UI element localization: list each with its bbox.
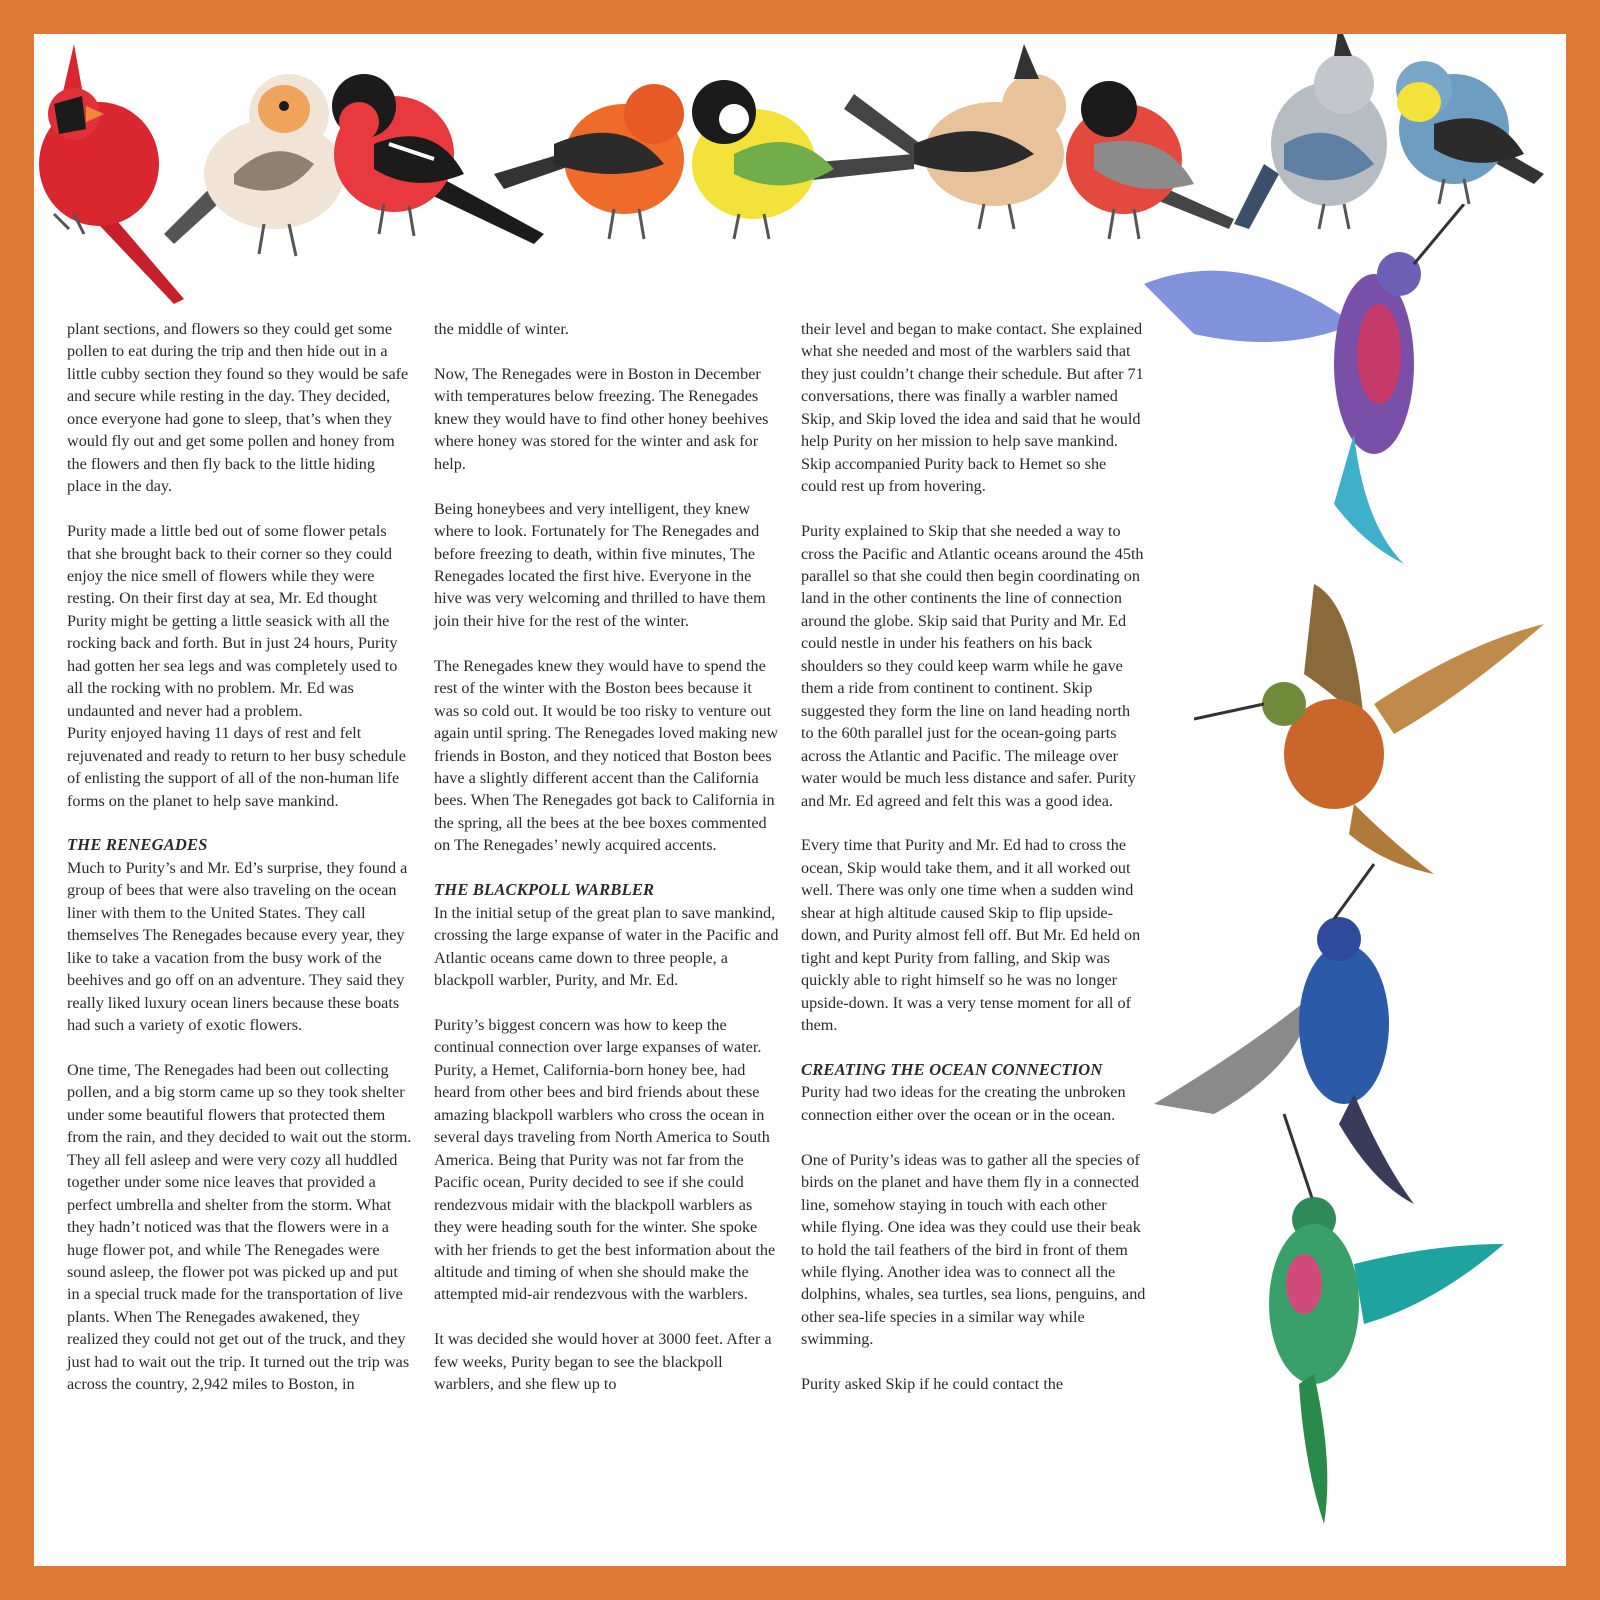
paragraph: Much to Purity’s and Mr. Ed’s surprise, they found a group of bees that were also traveling on the ocean liner with them to the United States. They call themselves The Renegades because every year, they like to take a vacation from the busy work of the beehives and go off on an adventure. They said they really liked luxury ocean liners because these boats had such a variety of exotic flowers. xyxy=(67,858,408,1035)
text-column-3 xyxy=(801,318,1146,1418)
section-heading-renegades: THE RENEGADES xyxy=(67,835,208,855)
bullfinch-illustration xyxy=(332,74,544,244)
cardinal-illustration xyxy=(39,44,184,304)
paragraph: Purity asked Skip if he could contact the xyxy=(801,1375,1064,1394)
great-tit-illustration xyxy=(692,80,914,239)
paragraph: Purity’s biggest concern was how to keep the continual connection over large expanses of water. Purity, a Hemet, California-born honey bee, had heard from other bees and bird friends about these amazing blackpoll warblers who cross the ocean in several days traveling from North America to South America. Being that Purity was not far from the Pacific ocean, Purity decided to see if she could rendezvous midair with the blackpoll warblers as they were heading south for the winter. She spoke with her friends to get the best information about the altitude and timing of when she should make the attempted mid-air rendezvous with the warblers. xyxy=(434,1015,776,1304)
text-column-1 xyxy=(67,318,412,1418)
paragraph: In the initial setup of the great plan to save mankind, crossing the large expanse of water in the Pacific and Atlantic oceans came down to three people, a blackpoll warbler, Purity, and Mr. Ed. xyxy=(434,903,779,990)
section-heading-ocean-connection: CREATING THE OCEAN CONNECTION xyxy=(801,1059,1103,1079)
purple-hummingbird-illustration xyxy=(1144,204,1464,564)
hummingbird-illustration-column xyxy=(1134,204,1566,1566)
paragraph: the middle of winter. xyxy=(434,320,569,338)
blue-hummingbird-illustration xyxy=(1154,864,1414,1204)
paragraph: One time, The Renegades had been out collecting pollen, and a big storm came up so they took shelter under some beautiful flowers that protected them from the rain, and they decided to wait out the storm. They all fell asleep and were very cozy all huddled together under some nice leaves that provided a perfect umbrella and shelter from the storm. What they hadn’t noticed was that the flowers were in a huge flower pot, and while The Renegades were sound asleep, the flower pot was picked up and put in a special truck made for the transportation of live plants. When The Renegades awakened, they realized they could not get out of the truck, and they just had to wait out the trip. It turned out the trip was across the country, 2,942 miles to Boston, in xyxy=(67,1060,412,1394)
orange-hummingbird-illustration xyxy=(1194,584,1544,874)
paragraph: Purity made a little bed out of some flower petals that she brought back to their corner so they could enjoy the nice smell of flowers while they were resting. On their first day at sea, Mr. Ed thought Purity might be getting a little seasick with all the rocking back and forth. But in just 24 hours, Purity had gotten her sea legs and was completely used to all the rocking with no problem. Mr. Ed was undaunted and never had a problem. xyxy=(67,522,398,720)
paragraph: It was decided she would hover at 3000 feet. After a few weeks, Purity began to see the blackpoll warblers, and she flew up to xyxy=(434,1330,772,1394)
text-column-2 xyxy=(434,318,779,1418)
paragraph: plant sections, and flowers so they could get some pollen to eat during the trip and then hide out in a little cubby section they found so they would be safe and secure while resting in the day. They decided, once everyone had gone to sleep, that’s when they would fly out and get some pollen and honey from the flowers and then fly back to the little hiding place in the day. xyxy=(67,320,409,496)
orange-bird-illustration xyxy=(494,84,684,239)
yellow-blue-bird-illustration xyxy=(1396,61,1544,204)
crested-tan-bird-illustration xyxy=(844,44,1066,229)
cream-bird-illustration xyxy=(164,74,344,256)
paragraph: Purity had two ideas for the creating the unbroken connection either over the ocean or in the ocean. xyxy=(801,1083,1126,1124)
paragraph: Purity enjoyed having 11 days of rest and felt rejuvenated and ready to return to her busy schedule of enlisting the support of all of the non-human life forms on the planet to help save mankind. xyxy=(67,724,406,810)
paragraph: Purity explained to Skip that she needed a way to cross the Pacific and Atlantic oceans around the 45th parallel so that she could then begin coordinating on land in the other continents the line of connection around the globe. Skip said that Purity and Mr. Ed could nestle in under his feathers on his back shoulders so they could keep warm while he gave them a ride from continent to continent. Skip suggested they form the line on land heading north to the 60th parallel just for the ocean-going parts across the Atlantic and Pacific. The mileage over water would be much less distance and safer. Purity and Mr. Ed agreed and felt this was a good idea. xyxy=(801,522,1144,810)
paragraph: One of Purity’s ideas was to gather all the species of birds on the planet and have them fly in a connected line, somehow staying in touch with each other while flying. One idea was they could use their beak to hold the tail feathers of the bird in front of them while flying. Another idea was to connect all the dolphins, whales, sea turtles, sea lions, penguins, and other sea-life species in a similar way while swimming. xyxy=(801,1150,1146,1349)
page xyxy=(34,34,1566,1566)
paragraph: Every time that Purity and Mr. Ed had to cross the ocean, Skip would take them, and it all worked out well. There was only one time when a sudden wind shear at high altitude caused Skip to flip upside-down, and Purity almost fell off. But Mr. Ed held on tight and kept Purity from falling, and Skip was quickly able to right himself so he was no longer upside-down. It was a very tense moment for all of them. xyxy=(801,836,1141,1035)
paragraph: Being honeybees and very intelligent, they knew where to look. Fortunately for The Renegades and before freezing to death, within five minutes, The Renegades located the first hive. Everyone in the hive was very welcoming and thrilled to have them join their hive for the rest of the winter. xyxy=(434,499,766,630)
blue-gray-bird-illustration xyxy=(1234,34,1387,229)
section-heading-blackpoll-warbler: THE BLACKPOLL WARBLER xyxy=(434,880,655,900)
paragraph: Now, The Renegades were in Boston in December with temperatures below freezing. The Renegades knew they would have to find other honey beehives where honey was stored for the winter and ask for help. xyxy=(434,364,769,473)
paragraph: The Renegades knew they would have to spend the rest of the winter with the Boston bees because it was so cold out. It would be too risky to venture out again until spring. The Renegades loved making new friends in Boston, and they noticed that Boston bees have a slightly different accent than the California bees. When The Renegades got back to California in the spring, all the bees at the bee boxes commented on The Renegades’ newly acquired accents. xyxy=(434,656,779,855)
paragraph: their level and began to make contact. She explained what she needed and most of the warblers said that they just couldn’t change their schedule. But after 71 conversations, there was finally a warbler named Skip, and Skip loved the idea and said that he would help Purity on her mission to help save mankind. Skip accompanied Purity back to Hemet so she could rest up from hovering. xyxy=(801,320,1144,496)
